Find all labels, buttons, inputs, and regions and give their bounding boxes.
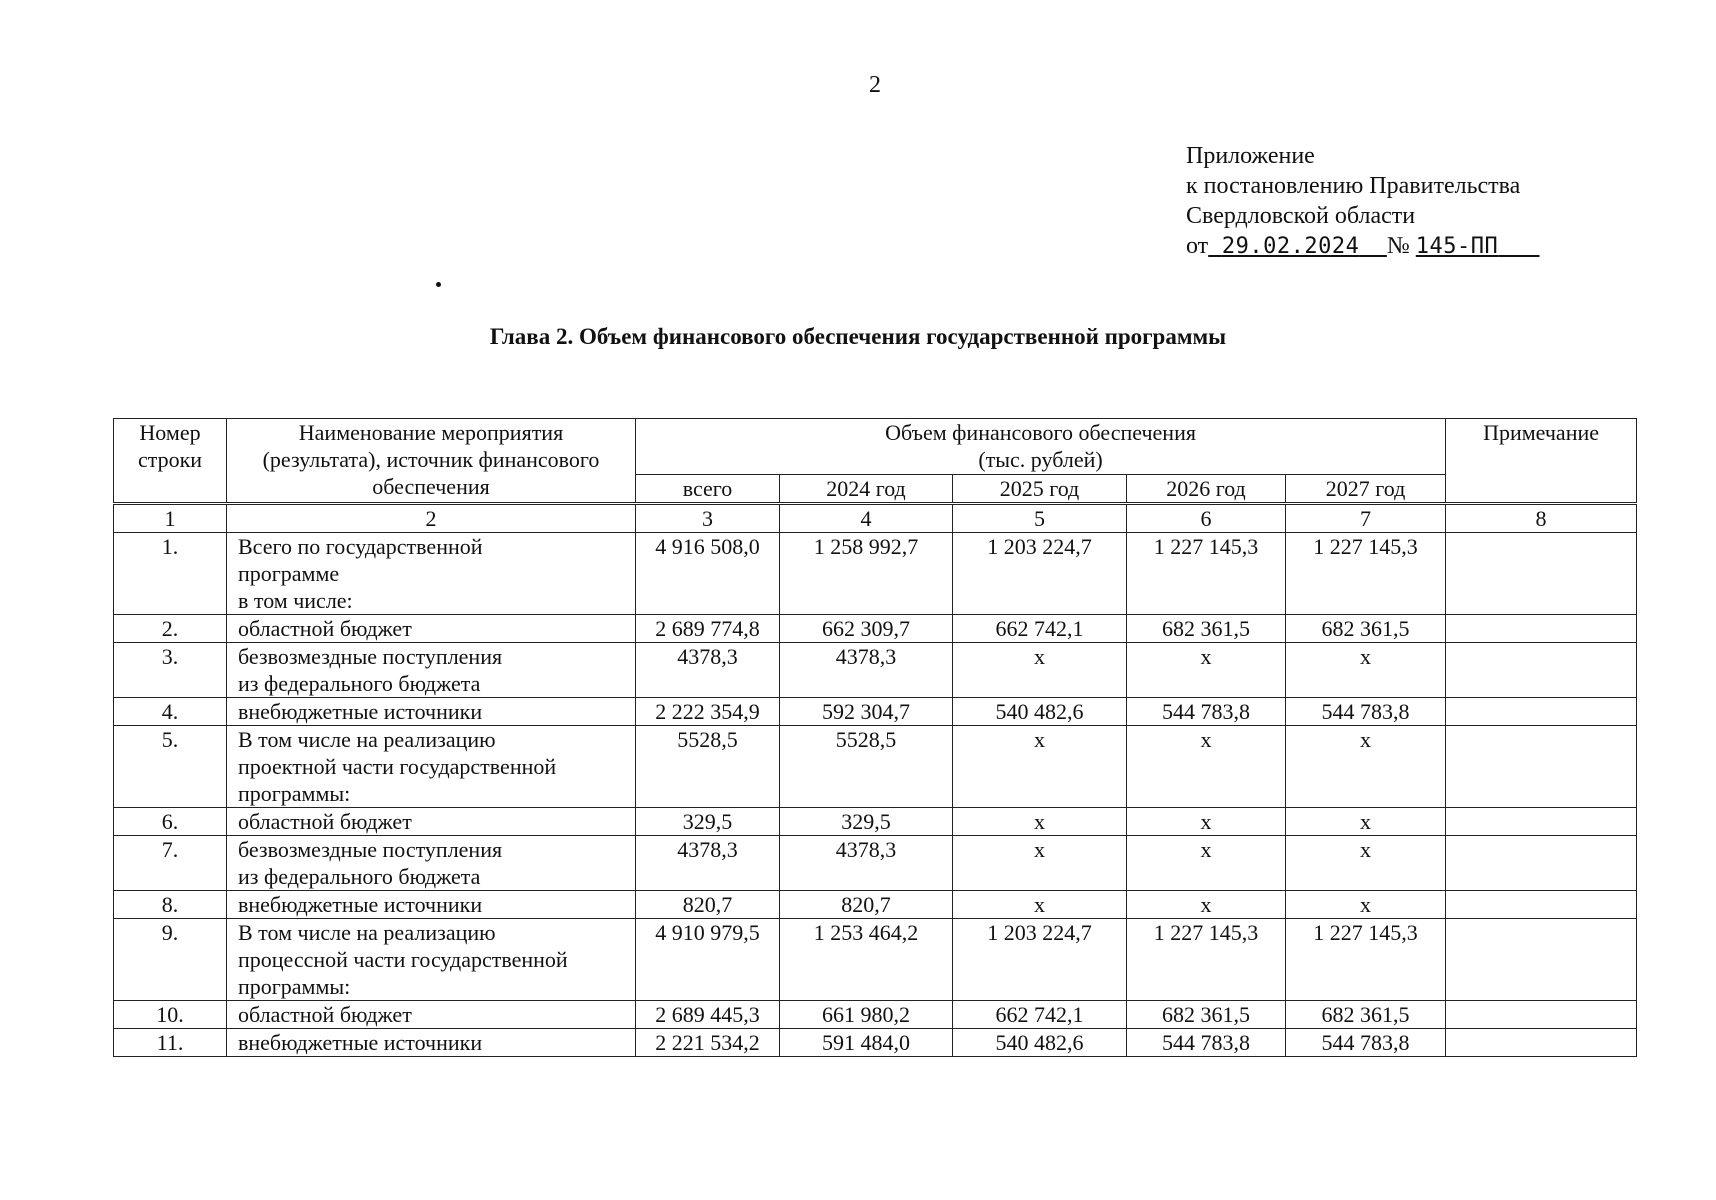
cell-2027: x xyxy=(1286,726,1446,808)
header-2027: 2027 год xyxy=(1286,475,1446,504)
header-note: Примечание xyxy=(1446,419,1637,504)
header-name: Наименование мероприятия (результата), источник финансового обеспечения xyxy=(227,419,636,504)
cell-2024: 661 980,2 xyxy=(780,1001,953,1029)
header-row-number: Номер строки xyxy=(114,419,227,504)
cell-total: 2 221 534,2 xyxy=(636,1029,780,1057)
cell-2024: 662 309,7 xyxy=(780,615,953,643)
cell-row-number: 6. xyxy=(114,808,227,836)
header-total: всего xyxy=(636,475,780,504)
cell-name-line: безвозмездные поступления xyxy=(238,644,503,669)
table-row xyxy=(114,726,1637,808)
cell-name xyxy=(227,643,636,698)
cell-name-line: областной бюджет xyxy=(238,1002,412,1027)
cell-total: 2 689 445,3 xyxy=(636,1001,780,1029)
cell-total: 4378,3 xyxy=(636,836,780,891)
cell-2027: 1 227 145,3 xyxy=(1286,533,1446,615)
cell-row-number: 2. xyxy=(114,615,227,643)
table-body xyxy=(114,533,1637,1057)
cell-total: 4 916 508,0 xyxy=(636,533,780,615)
cell-total: 2 222 354,9 xyxy=(636,698,780,726)
cell-name xyxy=(227,698,636,726)
appendix-resolution: к постановлению Правительства xyxy=(1186,173,1521,199)
table-row xyxy=(114,919,1637,1001)
cell-total: 4 910 979,5 xyxy=(636,919,780,1001)
cell-2026: x xyxy=(1127,726,1286,808)
cell-name-line: из федерального бюджета xyxy=(238,671,481,696)
date-prefix: от xyxy=(1186,233,1209,259)
cell-name xyxy=(227,1029,636,1057)
column-index: 2 xyxy=(227,504,636,533)
cell-row-number: 4. xyxy=(114,698,227,726)
table-row xyxy=(114,643,1637,698)
header-2024: 2024 год xyxy=(780,475,953,504)
cell-2026: 682 361,5 xyxy=(1127,615,1286,643)
table-row xyxy=(114,891,1637,919)
appendix-block xyxy=(1186,141,1540,262)
column-index: 1 xyxy=(114,504,227,533)
cell-2025: 540 482,6 xyxy=(953,1029,1127,1057)
cell-name-line: программы: xyxy=(238,781,351,806)
cell-note xyxy=(1446,808,1637,836)
cell-row-number: 10. xyxy=(114,1001,227,1029)
header-volume: Объем финансового обеспечения (тыс. рублей) xyxy=(636,419,1446,475)
cell-2024: 1 253 464,2 xyxy=(780,919,953,1001)
cell-2027: 682 361,5 xyxy=(1286,615,1446,643)
cell-row-number: 3. xyxy=(114,643,227,698)
cell-name xyxy=(227,726,636,808)
table-row xyxy=(114,533,1637,615)
cell-row-number: 7. xyxy=(114,836,227,891)
cell-note xyxy=(1446,726,1637,808)
header-2025: 2025 год xyxy=(953,475,1127,504)
cell-2026: 1 227 145,3 xyxy=(1127,533,1286,615)
cell-name-line: программе xyxy=(238,561,340,586)
cell-name-line: областной бюджет xyxy=(238,809,412,834)
table-row xyxy=(114,1029,1637,1057)
cell-name xyxy=(227,836,636,891)
cell-name xyxy=(227,891,636,919)
cell-2027: x xyxy=(1286,643,1446,698)
cell-2025: 662 742,1 xyxy=(953,615,1127,643)
cell-total: 5528,5 xyxy=(636,726,780,808)
table-row xyxy=(114,836,1637,891)
column-index: 3 xyxy=(636,504,780,533)
cell-name-line: процессной части государственной xyxy=(238,947,568,972)
cell-name-line: безвозмездные поступления xyxy=(238,837,503,862)
cell-2024: 820,7 xyxy=(780,891,953,919)
cell-name xyxy=(227,808,636,836)
column-index: 8 xyxy=(1446,504,1637,533)
stray-dot xyxy=(436,282,441,287)
cell-2026: x xyxy=(1127,891,1286,919)
cell-2027: 544 783,8 xyxy=(1286,1029,1446,1057)
cell-2025: 1 203 224,7 xyxy=(953,919,1127,1001)
appendix-region: Свердловской области xyxy=(1186,203,1416,229)
cell-name xyxy=(227,533,636,615)
cell-name-line: Всего по государственной xyxy=(238,534,483,559)
cell-note xyxy=(1446,891,1637,919)
financing-table xyxy=(113,418,1637,1057)
cell-name xyxy=(227,615,636,643)
cell-note xyxy=(1446,1001,1637,1029)
cell-2026: 1 227 145,3 xyxy=(1127,919,1286,1001)
cell-2027: x xyxy=(1286,808,1446,836)
cell-note xyxy=(1446,919,1637,1001)
cell-2027: x xyxy=(1286,891,1446,919)
column-index: 6 xyxy=(1127,504,1286,533)
cell-2025: 540 482,6 xyxy=(953,698,1127,726)
table-row xyxy=(114,808,1637,836)
cell-note xyxy=(1446,533,1637,615)
cell-2024: 329,5 xyxy=(780,808,953,836)
cell-row-number: 11. xyxy=(114,1029,227,1057)
column-index: 4 xyxy=(780,504,953,533)
cell-2024: 4378,3 xyxy=(780,643,953,698)
cell-total: 2 689 774,8 xyxy=(636,615,780,643)
cell-2024: 1 258 992,7 xyxy=(780,533,953,615)
cell-2026: 544 783,8 xyxy=(1127,1029,1286,1057)
page-number: 2 xyxy=(869,72,881,98)
cell-name xyxy=(227,1001,636,1029)
resolution-number: 145-ПП xyxy=(1415,234,1499,259)
cell-row-number: 9. xyxy=(114,919,227,1001)
cell-note xyxy=(1446,1029,1637,1057)
cell-2026: x xyxy=(1127,836,1286,891)
cell-2024: 5528,5 xyxy=(780,726,953,808)
table-row xyxy=(114,698,1637,726)
cell-total: 820,7 xyxy=(636,891,780,919)
chapter-heading: Глава 2. Объем финансового обеспечения государственной программы xyxy=(489,324,1227,349)
cell-name xyxy=(227,919,636,1001)
cell-note xyxy=(1446,836,1637,891)
cell-name-line: проектной части государственной xyxy=(238,754,557,779)
cell-total: 329,5 xyxy=(636,808,780,836)
cell-2025: 1 203 224,7 xyxy=(953,533,1127,615)
cell-row-number: 1. xyxy=(114,533,227,615)
cell-note xyxy=(1446,698,1637,726)
column-index: 7 xyxy=(1286,504,1446,533)
cell-2025: x xyxy=(953,836,1127,891)
cell-2027: 682 361,5 xyxy=(1286,1001,1446,1029)
appendix-date-line xyxy=(1186,231,1540,262)
cell-2024: 591 484,0 xyxy=(780,1029,953,1057)
table-row xyxy=(114,1001,1637,1029)
cell-name-line: В том числе на реализацию xyxy=(238,727,496,752)
cell-2025: x xyxy=(953,726,1127,808)
cell-row-number: 5. xyxy=(114,726,227,808)
resolution-date: 29.02.2024 xyxy=(1221,234,1360,259)
appendix-title: Приложение xyxy=(1186,143,1315,169)
cell-name-line: программы: xyxy=(238,974,351,999)
cell-2024: 592 304,7 xyxy=(780,698,953,726)
cell-name-line: из федерального бюджета xyxy=(238,864,481,889)
cell-name-line: областной бюджет xyxy=(238,616,412,641)
cell-2027: x xyxy=(1286,836,1446,891)
cell-2026: x xyxy=(1127,643,1286,698)
cell-name-line: внебюджетные источники xyxy=(238,892,483,917)
cell-2027: 1 227 145,3 xyxy=(1286,919,1446,1001)
table-row xyxy=(114,615,1637,643)
cell-2026: 682 361,5 xyxy=(1127,1001,1286,1029)
cell-2025: x xyxy=(953,643,1127,698)
cell-2026: 544 783,8 xyxy=(1127,698,1286,726)
cell-note xyxy=(1446,643,1637,698)
cell-2026: x xyxy=(1127,808,1286,836)
cell-total: 4378,3 xyxy=(636,643,780,698)
cell-row-number: 8. xyxy=(114,891,227,919)
number-prefix: № xyxy=(1386,233,1410,259)
cell-note xyxy=(1446,615,1637,643)
column-index: 5 xyxy=(953,504,1127,533)
cell-2025: x xyxy=(953,808,1127,836)
cell-name-line: в том числе: xyxy=(238,588,353,613)
cell-name-line: внебюджетные источники xyxy=(238,699,483,724)
header-2026: 2026 год xyxy=(1127,475,1286,504)
cell-name-line: В том числе на реализацию xyxy=(238,920,496,945)
cell-2027: 544 783,8 xyxy=(1286,698,1446,726)
cell-name-line: внебюджетные источники xyxy=(238,1030,483,1055)
cell-2024: 4378,3 xyxy=(780,836,953,891)
cell-2025: x xyxy=(953,891,1127,919)
cell-2025: 662 742,1 xyxy=(953,1001,1127,1029)
